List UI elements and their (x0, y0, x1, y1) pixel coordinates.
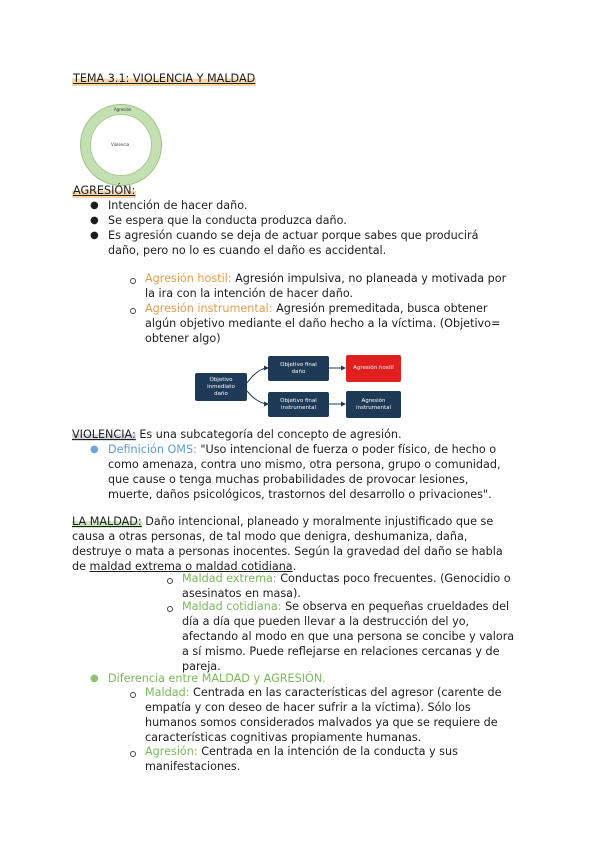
maldad-continuation: destruye o mata a personas inocentes. Según la gravedad del daño se habla (72, 545, 503, 558)
oms-continuation: que cause o tenga muchas probabilidades de provocar lesiones, (108, 473, 469, 486)
flow-box-objetivo-inmediato (195, 373, 247, 401)
d-maldad-continuation: características cognitivas propiamente humanas. (145, 731, 422, 744)
extrema-text: Conductas poco frecuentes. (Genocidio o (280, 572, 511, 585)
cotidiana-continuation: a sí mismo. Puede reflejarse en relaciones cercanas y de (182, 645, 500, 658)
agresion-heading: AGRESIÓN: (73, 184, 136, 197)
diferencia-heading: Diferencia entre MALDAD y AGRESIÓN. (108, 672, 326, 685)
d-agresion-text: Centrada en la intención de la conducta y sus (201, 745, 458, 758)
d-maldad-continuation: empatía y con deseo de hacer sufrir a la víctima). Sólo los (145, 701, 471, 714)
flow-box-label: daño (291, 368, 306, 375)
d-agresion-term: Agresión: (145, 745, 198, 758)
d-maldad-term: Maldad: (145, 686, 190, 699)
list-item: Intención de hacer daño. (108, 199, 248, 212)
instrumental-term: Agresión instrumental: (145, 302, 273, 315)
hostil-text: Agresión impulsiva, no planeada y motivada por (235, 272, 507, 285)
cotidiana-continuation: afectando al modo en que una persona se concibe y valora (182, 630, 515, 643)
sub-bullet-circle (167, 578, 173, 584)
violencia-line (72, 428, 402, 443)
inner-circle-label: Violencia (111, 142, 130, 147)
oms-continuation: como amenaza, contra uno mismo, otra persona, grupo o comunidad, (108, 458, 501, 471)
cotidiana-continuation: pareja. (182, 660, 221, 673)
maldad-heading: LA MALDAD: (72, 515, 142, 528)
sub-bullet-circle (130, 751, 136, 757)
violencia-heading: VIOLENCIA: (72, 428, 136, 441)
list-item: Es agresión cuando se deja de actuar porque sabes que producirá (108, 229, 479, 242)
flow-box-label: inmediato (207, 383, 235, 390)
bullet-dot: ● (90, 673, 99, 684)
maldad-text: Daño intencional, planeado y moralmente injustificado que se (145, 515, 494, 528)
instrumental-text: Agresión premeditada, busca obtener (276, 302, 488, 315)
extrema-line (182, 572, 511, 587)
oms-term: Definición OMS: (108, 443, 197, 456)
bullet-dot: ● (90, 444, 99, 455)
cotidiana-term: Maldad cotidiana: (182, 600, 282, 613)
extrema-continuation: asesinatos en masa). (182, 587, 301, 600)
flow-box-objetivo-final-instrumental (268, 392, 329, 417)
instrumental-continuation: algún objetivo mediante el daño hecho a la víctima. (Objetivo= (145, 317, 501, 330)
violencia-intro: Es una subcategoría del concepto de agresión. (139, 428, 402, 441)
maldad-continuation: causa a otras personas, de tal modo que denigra, deshumaniza, daña, (72, 530, 468, 543)
flow-box-label: instrumental (280, 404, 317, 411)
flow-box-label: Objetivo final (280, 397, 317, 404)
cotidiana-text: Se observa en pequeñas crueldades del (285, 600, 510, 613)
hostil-term: Agresión hostil: (145, 272, 232, 285)
maldad-last-prefix: de (72, 560, 90, 573)
oms-line (108, 443, 496, 458)
list-item-continuation: daño, pero no lo es cuando el daño es accidental. (108, 244, 387, 257)
flow-box-label: instrumental (355, 404, 392, 411)
flow-box-label: Agresión (361, 397, 386, 404)
bullet-dot: ● (90, 230, 99, 241)
flow-box-label: Objetivo (209, 376, 233, 383)
page-title: TEMA 3.1: VIOLENCIA Y MALDAD (73, 72, 256, 85)
d-maldad-continuation: humanos somos considerados malvados ya que se requiere de (145, 716, 498, 729)
flow-box-objetivo-final-dano (268, 356, 329, 381)
d-agresion-line (145, 745, 458, 760)
bullet-dot: ● (90, 215, 99, 226)
list-item: Se espera que la conducta produzca daño. (108, 214, 347, 227)
d-maldad-line (145, 686, 502, 701)
outer-circle-label: Agresión (114, 107, 132, 112)
sub-bullet-circle (167, 606, 173, 612)
d-agresion-continuation: manifestaciones. (145, 760, 241, 773)
flow-box-agresion-hostil (346, 355, 401, 382)
sub-bullet-circle (130, 692, 136, 698)
oms-text: "Uso intencional de fuerza o poder físico, de hecho o (200, 443, 497, 456)
maldad-line (72, 515, 493, 530)
maldad-types-underlined: maldad extrema o maldad cotidiana (89, 560, 293, 573)
flow-box-label: daño (214, 390, 228, 397)
hostil-continuation: la ira con la intención de hacer daño. (145, 287, 354, 300)
d-maldad-text: Centrada en las características del agresor (carente de (193, 686, 502, 699)
cotidiana-continuation: día a día que pueden llevar a la destrucción del yo, (182, 615, 470, 628)
connector-arrow (247, 368, 268, 383)
maldad-last-suffix: . (292, 560, 297, 573)
instrumental-continuation: obtener algo) (145, 332, 221, 345)
flow-box-label: Objetivo final (280, 361, 317, 368)
bullet-dot: ● (90, 200, 99, 211)
cotidiana-line (182, 600, 509, 615)
connector-arrow (247, 391, 268, 404)
flow-box-label: Agresión hostil (353, 365, 394, 371)
oms-continuation: muerte, daños psicológicos, trastornos del desarrollo o privaciones". (108, 488, 492, 501)
extrema-term: Maldad extrema: (182, 572, 277, 585)
flow-box-agresion-instrumental (346, 391, 401, 418)
